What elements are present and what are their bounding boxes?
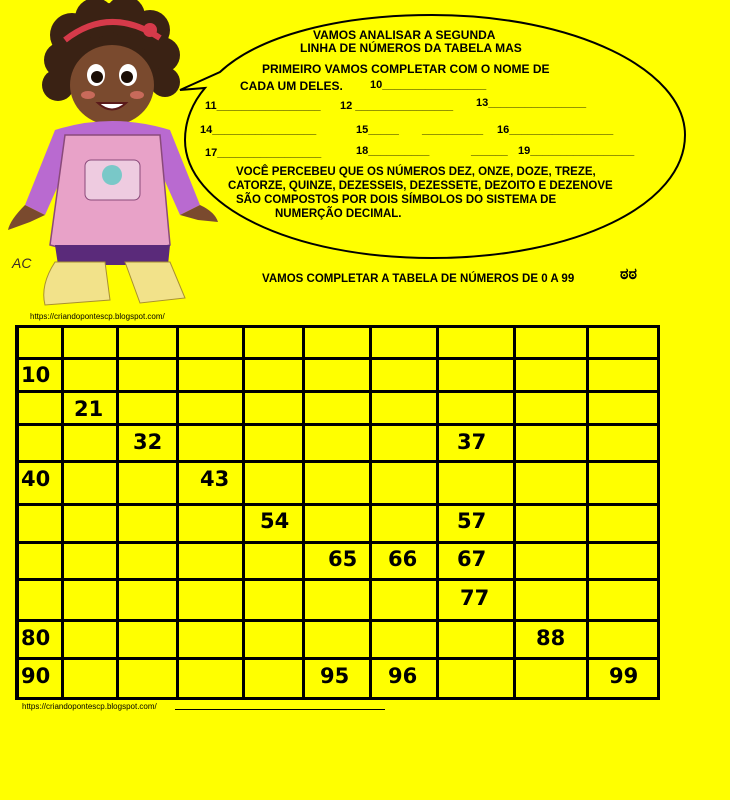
cell-number: 57 [457,509,487,533]
bubble-line-2: LINHA DE NÚMEROS DA TABELA MAS [300,41,522,55]
artist-signature: AC [12,255,32,271]
cell-number: 21 [74,397,104,421]
cell-number: 77 [460,586,490,610]
cell-number: 67 [457,547,487,571]
cell-number: 65 [328,547,358,571]
blank-17[interactable]: 17_________________ [205,147,322,159]
bubble-para-2: CATORZE, QUINZE, DEZESSEIS, DEZESSETE, DEZOITO E DEZENOVE [228,180,613,192]
cell-number: 96 [388,664,418,688]
cell-number: 40 [21,467,51,491]
blank-11[interactable]: 11_________________ [205,100,321,112]
blank-15b[interactable]: __________ [422,124,484,136]
bubble-para-3: SÃO COMPOSTOS POR DOIS SÍMBOLOS DO SISTEMA DE [236,194,557,206]
cell-number: 66 [388,547,418,571]
cell-number: 80 [21,626,51,650]
blank-15[interactable]: 15_____ [356,124,399,136]
cell-number: 99 [609,664,639,688]
bubble-line-4: CADA UM DELES. [240,79,343,93]
cell-number: 43 [200,467,230,491]
blank-18b[interactable]: ______ [471,145,508,157]
blank-14[interactable]: 14_________________ [200,124,317,136]
table-instruction: VAMOS COMPLETAR A TABELA DE NÚMEROS DE 0 A 99 [262,273,575,285]
blank-16[interactable]: 16_________________ [497,124,614,136]
blog-url-bottom: https://criandopontescp.blogspot.com/ [22,702,157,711]
blank-10[interactable]: 10_________________ [370,79,487,91]
cell-number: 32 [133,430,163,454]
blank-13[interactable]: 13________________ [476,97,587,109]
bubble-line-1: VAMOS ANALISAR A SEGUNDA [313,28,496,42]
blog-url-top: https://criandopontescp.blogspot.com/ [30,312,165,321]
cell-number: 37 [457,430,487,454]
bubble-para-1: VOCÊ PERCEBEU QUE OS NÚMEROS DEZ, ONZE, DOZE, TREZE, [236,166,596,178]
url-underline [175,709,385,710]
bubble-para-4: NUMERÇÃO DECIMAL. [275,208,402,220]
cell-number: 90 [21,664,51,688]
blank-18[interactable]: 18__________ [356,145,430,157]
blank-12[interactable]: 12 ________________ [340,100,454,112]
cell-number: 54 [260,509,290,533]
cell-number: 95 [320,664,350,688]
decorative-symbol-icon: ಠಠ [620,266,637,283]
cell-number: 88 [536,626,566,650]
blank-19[interactable]: 19_________________ [518,145,635,157]
bubble-line-3: PRIMEIRO VAMOS COMPLETAR COM O NOME DE [262,62,550,76]
cell-number: 10 [21,363,51,387]
